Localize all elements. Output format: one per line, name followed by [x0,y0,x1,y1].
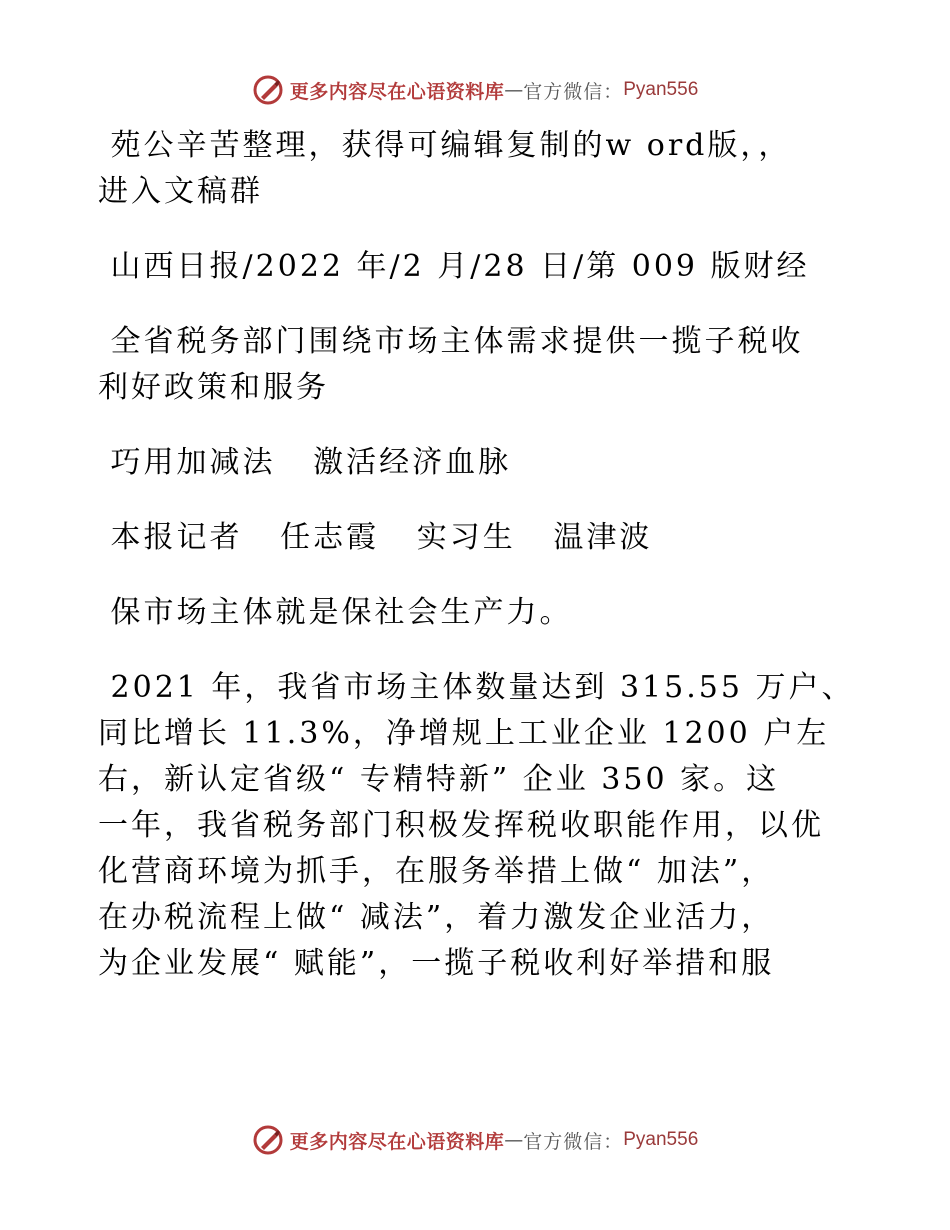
banner-wechat-id: Pyan556 [623,1129,699,1150]
banner-separator: — [504,1129,524,1151]
banner-official-label: 官方微信： [523,80,624,103]
pen-logo-icon [252,1124,284,1156]
lead-sentence: 保市场主体就是保社会生产力。 [98,595,573,630]
footer-watermark-banner [0,1120,950,1160]
document-body [98,123,858,1016]
intro-note: 苑公辛苦整理，获得可编辑复制的w ord版，， 进入文稿群 [98,128,792,209]
banner-site-text: 更多内容尽在心语资料库 [289,80,505,103]
header-watermark-banner [0,70,950,110]
headline: 全省税务部门围绕市场主体需求提供一揽子税收 利好政策和服务 [98,324,804,405]
source-line: 山西日报/2022 年/2 月/28 日/第 009 版财经 [98,249,810,284]
banner-site-text: 更多内容尽在心语资料库 [289,1130,505,1153]
subheadline: 巧用加减法 激活经济血脉 [98,445,512,480]
banner-separator: — [504,79,524,101]
byline: 本报记者 任志霞 实习生 温津波 [98,520,653,555]
pen-logo-icon [252,74,284,106]
banner-official-label: 官方微信： [523,1130,624,1153]
banner-wechat-id: Pyan556 [623,79,699,100]
body-paragraph: 2021 年，我省市场主体数量达到 315.55 万户、 同比增长 11.3%，净增规上工业企业 1200 户左 右，新认定省级“ 专精特新” 企业 350 家。这 一年，我省税务部门积极发挥税收职能作用，以优 化营商环境为抓手，在服务举措上做“ 加法”， 在办税流程上做“ 减法”，着力激发企业活力， 为企业发展“ 赋能”，一揽子税收利好举措和服 [98,670,855,981]
